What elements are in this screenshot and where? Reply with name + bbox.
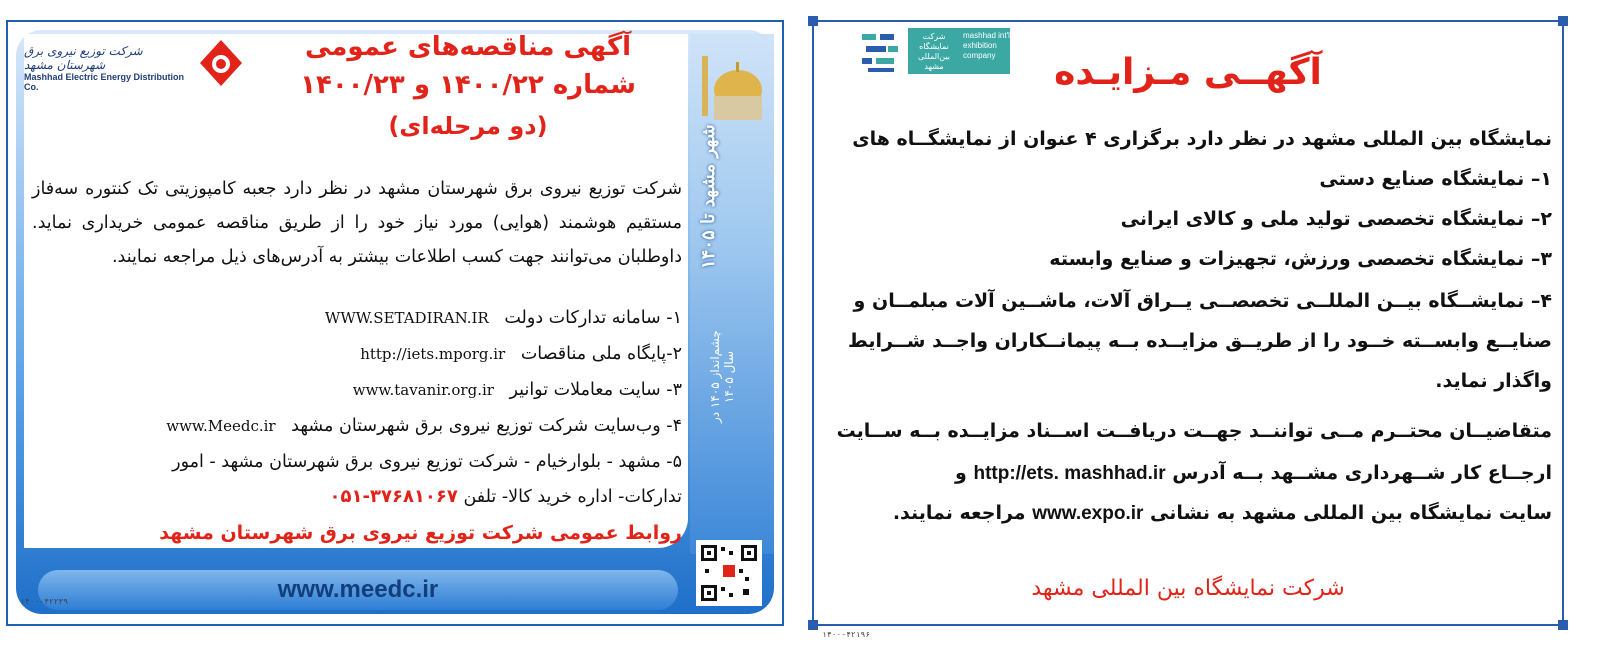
body-line: متقاضیــان محتــرم مــی تواننــد جهــت دریافــت اســناد مزایــده بــه ســایت [836,420,1552,442]
exhibition-item: ۴– نمایشــگاه بیــن المللــی تخصصــی یــراق آلات، ماشــین آلات مبلمــان و [853,290,1552,312]
expo-signature: شرکت نمایشگاه بین المللی مشهد [1031,576,1345,601]
ad-code: ۱۴۰۰-۴۲۱۹۶ [822,630,871,639]
slogan-vertical: شهر مشهد تا ۱۴۰۵ [698,124,719,270]
corner-mark [808,620,818,630]
item-url[interactable]: www.tavanir.org.ir [352,381,494,399]
phone-number: ۳۷۶۸۱۰۶۷-۰۵۱ [329,486,458,507]
address-item [32,308,682,328]
diamond-logo-icon [198,38,244,88]
auction-intro: نمایشگاه بین المللی مشهد در نظر دارد برگزاری ۴ عنوان از نمایشگــاه های [852,128,1552,150]
tender-stage: (دو مرحله‌ای) [388,112,548,140]
corner-mark [1558,16,1568,26]
auction-title: آگهــی مـزایـده [1054,52,1322,93]
logo-name-fa: شرکت توزیع نیروی برق شهرستان مشهد [24,44,143,72]
item-url[interactable]: www.Meedc.ir [166,417,276,435]
expo-url-link[interactable]: www.expo.ir [1032,503,1144,524]
item-label: ۳- سایت معاملات توانیر [509,380,682,400]
exhibition-item: ۲– نمایشگاه تخصصی تولید ملی و کالای ایرانی [1120,208,1552,230]
corner-mark [808,16,818,26]
postal-address: ۵- مشهد - بلوارخیام - شرکت توزیع نیروی برق شهرستان مشهد - امور [172,452,682,472]
website-link[interactable]: www.meedc.ir [277,576,439,603]
tender-number: شماره ۱۴۰۰/۲۲ و ۱۴۰۰/۲۳ [300,70,636,100]
electric-company-logo [24,32,244,106]
body-line: واگذار نماید. [1435,370,1552,392]
postal-address-cont [32,486,682,507]
body-line: صنایــع وابســته خــود را از طریــق مزایــده بــه پیمانــکاران واجــد شــرایط [847,330,1552,352]
body-line-url [828,502,1552,525]
exhibition-item: ۳– نمایشگاه تخصصی ورزش، تجهیزات و صنایع وابسته [1049,248,1552,270]
public-relations-signature: روابط عمومی شرکت توزیع نیروی برق شهرستان مشهد [159,522,682,544]
address-item [32,416,682,436]
tender-title: آگهی مناقصه‌های عمومی [304,32,631,62]
corner-mark [1558,620,1568,630]
tender-description: شرکت توزیع نیروی برق شهرستان مشهد در نظر دارد جعبه کامپوزیتی تک کنتوره سه‌فاز مستقیم هوشمند (هوایی) مورد نیاز خود را از طریق مناقصه عمومی خریداری نماید. داوطلبان می‌توانند جهت کسب اطلاعات بیشتر به آدرس‌های ذیل مراجعه نمایند. [32,179,682,267]
item-url[interactable]: WWW.SETADIRAN.IR [324,309,489,327]
website-banner [38,570,678,610]
electric-tender-ad [6,20,784,626]
item-label: ۲-پایگاه ملی مناقصات [520,344,682,364]
item-url[interactable]: http://iets.mporg.ir [360,345,506,363]
vision-note: چشم‌انداز ۱۴۰۵ در سال ۱۴۰۵ [708,330,736,424]
logo-name-en: Mashhad Electric Energy Distribution Co. [24,72,185,92]
line-prefix: سایت نمایشگاه بین المللی مشهد به نشانی [1150,502,1552,524]
logo-name-en: mashhad int'l exhibition company [960,28,1010,74]
qr-code-icon [696,540,762,606]
expo-auction-ad [812,20,1564,626]
item-label: ۴- وب‌سایت شرکت توزیع نیروی برق شهرستان مشهد [291,416,682,436]
exhibition-item: ۱– نمایشگاه صنایع دستی [1319,168,1552,190]
logo-name-fa: شرکت نمایشگاه بین‌المللی مشهد [908,28,960,74]
address-item [32,380,682,400]
item-label: ۱- سامانه تدارکات دولت [504,308,682,328]
ets-url-link[interactable]: http://ets. mashhad.ir [973,463,1166,484]
address-item [32,344,682,364]
shrine-dome-icon [696,46,770,126]
ad-code: ۱۴۰۰-۴۲۲۳۹ [20,597,69,606]
body-line-url [828,462,1552,485]
line-suffix: مراجعه نمایند. [892,502,1026,524]
line-suffix: و [955,462,967,484]
address-label: تدارکات- اداره خرید کالا- تلفن [463,487,682,507]
line-prefix: ارجــاع کار شــهرداری مشــهد بــه آدرس [1172,462,1552,484]
